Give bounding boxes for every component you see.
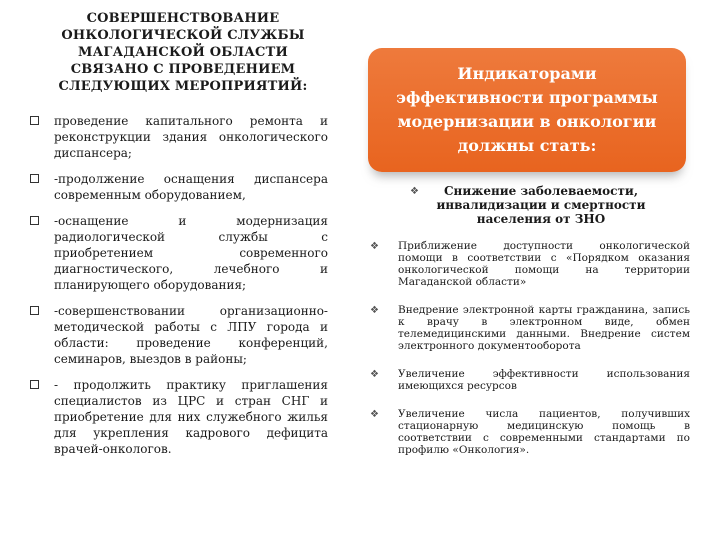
indicator-text: Внедрение электронной карты гражданина, запись к врачу в электронном виде, обмен телемедицинскими данными. Внедрение систем электронного документооборота <box>398 304 690 352</box>
list-item <box>368 240 690 288</box>
list-item <box>28 213 328 293</box>
list-item-text: -оснащение и модернизация радиологической службы с приобретением современного диагностического, лечебного и планирующего оборудования; <box>54 214 328 292</box>
list-item-text: -продолжение оснащения диспансера современным оборудованием, <box>54 172 328 202</box>
list-item-text: проведение капитального ремонта и реконструкции здания онкологического диспансера; <box>54 114 328 160</box>
diamond-bullet-icon: ❖ <box>410 186 419 197</box>
indicator-text: Увеличение числа пациентов, получивших стационарную медицинскую помощь в соответствии с современными стандартами по профилю «Онкология». <box>398 408 690 456</box>
diamond-bullet-icon: ❖ <box>370 369 379 380</box>
indicator-text: Приближение доступности онкологической помощи в соответствии с «Порядком оказания онкологической помощи на территории Магаданской области» <box>398 240 690 288</box>
list-item <box>368 368 690 392</box>
indicator-text: Увеличение эффективности использования имеющихся ресурсов <box>398 368 690 392</box>
square-bullet-icon <box>30 174 39 183</box>
list-item <box>28 377 328 457</box>
list-item <box>28 113 328 161</box>
diamond-bullet-icon: ❖ <box>370 305 379 316</box>
square-bullet-icon <box>30 216 39 225</box>
list-item <box>368 408 690 456</box>
square-bullet-icon <box>30 306 39 315</box>
indicators-banner: Индикаторами эффективности программы модернизации в онкологии должны стать: <box>368 48 686 172</box>
diamond-bullet-icon: ❖ <box>370 409 379 420</box>
list-item <box>368 304 690 352</box>
right-column <box>368 48 690 472</box>
list-item-text: - продолжить практику приглашения специалистов из ЦРС и стран СНГ и приобретение для них служебного жилья для укрепления кадрового дефицита врачей-онкологов. <box>54 378 328 456</box>
list-item <box>28 171 328 203</box>
square-bullet-icon <box>30 380 39 389</box>
left-title: СОВЕРШЕНСТВОВАНИЕ ОНКОЛОГИЧЕСКОЙ СЛУЖБЫ МАГАДАНСКОЙ ОБЛАСТИ СВЯЗАНО С ПРОВЕДЕНИЕМ СЛЕДУЮЩИХ МЕРОПРИЯТИЙ: <box>58 11 308 94</box>
list-item <box>28 303 328 367</box>
first-indicator-text: Снижение заболеваемости, инвалидизации и смертности населения от ЗНО <box>436 184 646 226</box>
left-list <box>28 113 328 457</box>
indicator-list <box>368 240 690 456</box>
left-column <box>28 10 328 467</box>
square-bullet-icon <box>30 116 39 125</box>
diamond-bullet-icon: ❖ <box>370 241 379 252</box>
first-indicator <box>406 184 676 226</box>
list-item-text: -совершенствовании организационно-методической работы с ЛПУ города и области: проведение конференций, семинаров, выездов в районы; <box>54 304 328 366</box>
